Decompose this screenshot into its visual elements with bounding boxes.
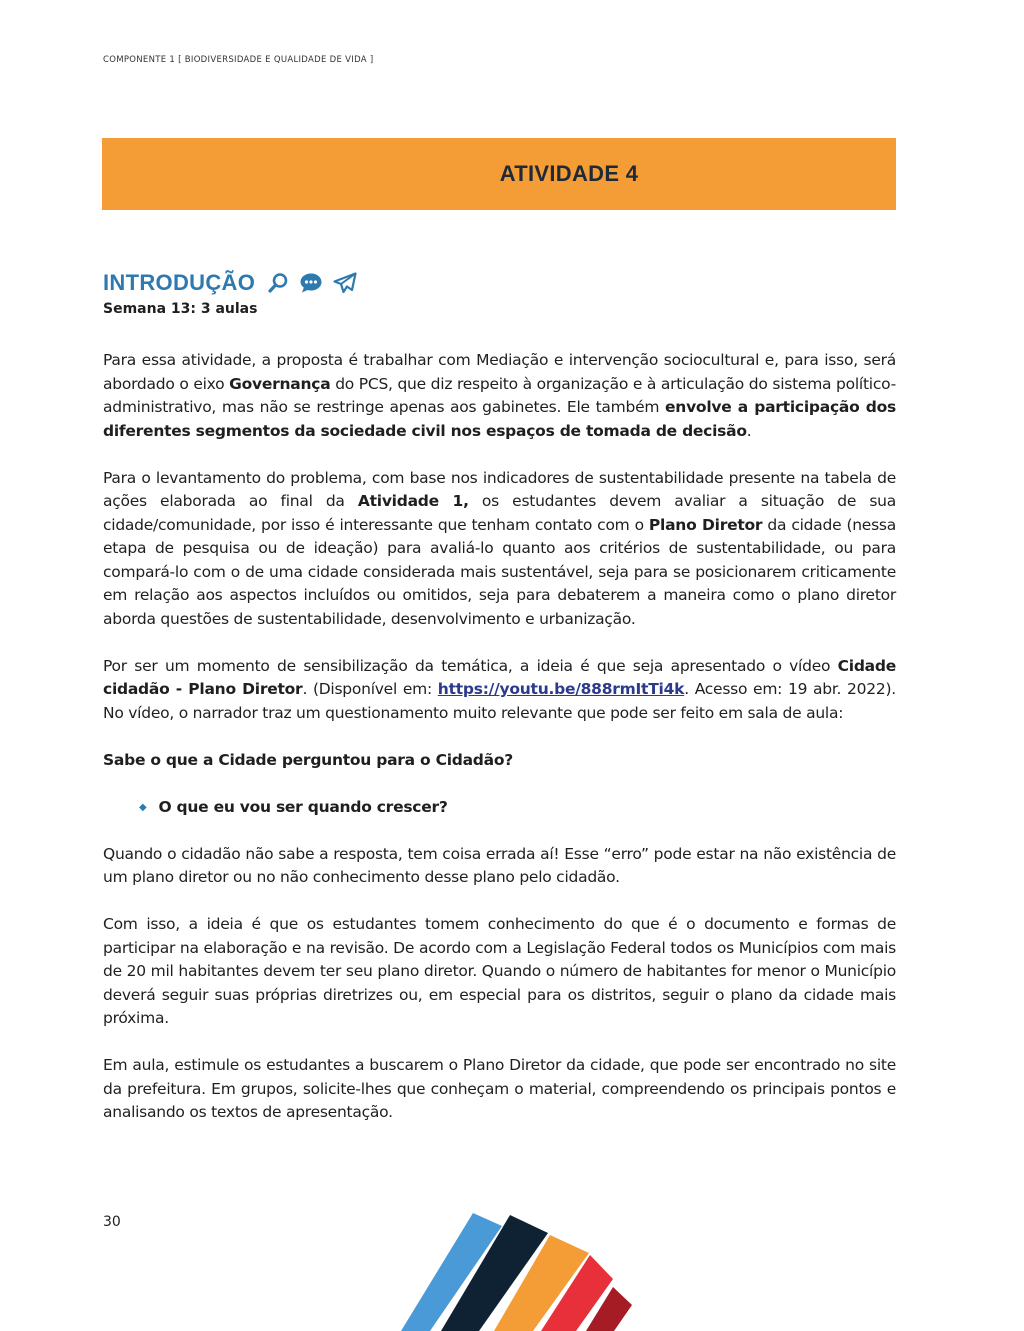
section-title: INTRODUÇÃO — [103, 270, 256, 295]
bold-text: Atividade 1, — [357, 492, 469, 510]
text-run: Para essa atividade, a proposta é trabalhar com Mediação e intervenção sociocultural e, para isso, será abordado o eixo — [103, 351, 896, 393]
paragraph: Em aula, estimule os estudantes a buscarem o Plano Diretor da cidade, que pode ser encontrado no site da prefeitura. Em grupos, solicite-lhes que conheçam o material, compreendendo os principais pontos e analisando os textos de apresentação. — [103, 1056, 896, 1121]
bold-text: Governança — [229, 374, 331, 393]
text-run: . (Disponível em: — [302, 680, 438, 698]
bullet-text: O que eu vou ser quando crescer? — [158, 797, 448, 816]
paragraph: Quando o cidadão não sabe a resposta, tem coisa errada aí! Esse “erro” pode estar na não existência de um plano diretor ou no não conhecimento desse plano pelo cidadão. — [103, 844, 896, 886]
text-run: Para o levantamento do problema, com base nos indicadores de sustentabilidade presente na tabela de ações elaborada ao final da — [103, 468, 896, 510]
activity-title: ATIVIDADE 4 — [499, 161, 639, 186]
text-run: . — [746, 421, 752, 440]
section-subtitle: Semana 13: 3 aulas — [103, 301, 258, 317]
text-run: Por ser um momento de sensibilização da temática, a ideia é que seja apresentado o vídeo — [103, 656, 838, 675]
video-link[interactable]: https://youtu.be/888rmItTi4k — [437, 680, 685, 698]
paragraph: Com isso, a ideia é que os estudantes tomem conhecimento do que é o documento e formas de participar na elaboração e na revisão. De acordo com a Legislação Federal todos os Municípios com mais de 20 mil habitantes devem ter seu plano diretor. Quando o número de habitantes for menor o Município deverá seguir suas próprias diretrizes ou, em especial para os distritos, seguir o plano da cidade mais próxima. — [103, 915, 896, 1027]
text-run: do PCS, que diz respeito à organização e à articulação do sistema político-administrativo, mas não se restringe apenas aos gabinetes. Ele também — [103, 374, 897, 416]
bullet-icon: ◆ — [139, 801, 147, 813]
bold-text: Cidade cidadão - Plano Diretor — [103, 656, 896, 698]
bold-text: envolve a participação dos diferentes segmentos da sociedade civil nos espaços de tomada de decisão — [103, 398, 896, 440]
page-number: 30 — [103, 1214, 121, 1230]
running-header: COMPONENTE 1 [ BIODIVERSIDADE E QUALIDADE DE VIDA ] — [103, 55, 374, 65]
question-text: Sabe o que a Cidade perguntou para o Cidadão? — [103, 750, 514, 769]
text-run: . Acesso em: 19 abr. 2022). No vídeo, o narrador traz um questionamento muito relevante que pode ser feito em sala de aula: — [103, 680, 896, 722]
text-run: os estudantes devem avaliar a situação de sua cidade/comunidade, por isso é interessante que tenham contato com o — [103, 492, 896, 534]
text-run: da cidade (nessa etapa de pesquisa ou de ideação) para avaliá-lo quanto aos critérios de sustentabilidade, ou para compará-lo com o de uma cidade considerada mais sustentável, seja para se posicionarem criticamente em relação aos aspectos incluídos ou omitidos, seja para debaterem a maneira como o plano diretor aborda questões de sustentabilidade, desenvolvimento e urbanização. — [103, 515, 896, 628]
bold-text: Plano Diretor — [648, 515, 763, 534]
